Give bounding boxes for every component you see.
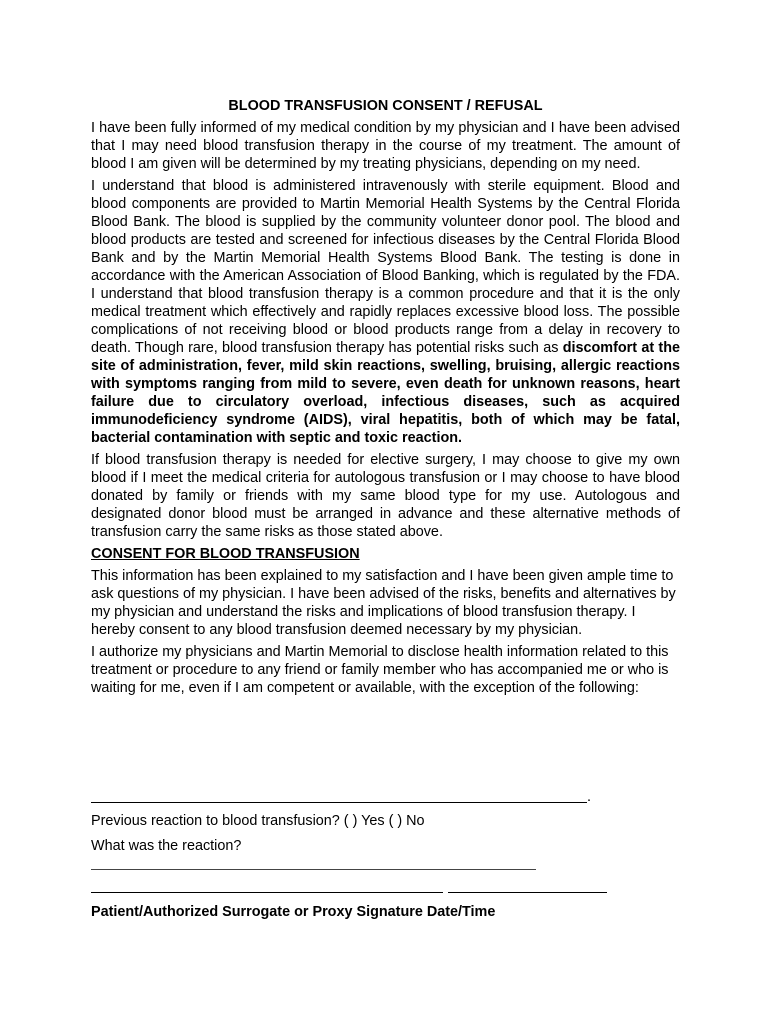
reaction-question: What was the reaction? bbox=[91, 838, 242, 854]
consent-paragraph-explained: This information has been explained to my satisfaction and I have been given ample time to ask questions of my physician. I have been advised of the risks, benefits and alternatives by my physician and understand the risks and implications of blood transfusion therapy. I hereby consent to any blood transfusion deemed necessary by my physician. bbox=[91, 568, 676, 638]
document-body bbox=[91, 97, 680, 701]
paragraph-risks-bold: discomfort at the site of administration, fever, mild skin reactions, swelling, bruising, allergic reactions with symptoms ranging from mild to severe, even death for unknown reasons, heart failure due to circulatory overload, infectious diseases, such as acquired immunodeficiency syndrome (AIDS), viral hepatitis, both of which may be fatal, bacterial contamination with septic and toxic reaction. bbox=[91, 340, 680, 446]
paragraph-elective-surgery: If blood transfusion therapy is needed for elective surgery, I may choose to give my own blood if I meet the medical criteria for autologous transfusion or I may choose to have blood donated by family or friends with my same blood type for my use. Autologous and designated donor blood must be arranged in advance and these alternative methods of transfusion carry the same risks as those stated above. bbox=[91, 452, 680, 540]
exception-line-period: . bbox=[587, 789, 591, 805]
exception-blank-line[interactable] bbox=[91, 802, 587, 803]
document-title: BLOOD TRANSFUSION CONSENT / REFUSAL bbox=[228, 98, 543, 114]
consent-heading: CONSENT FOR BLOOD TRANSFUSION bbox=[91, 546, 360, 562]
paragraph-administration bbox=[91, 177, 680, 447]
date-time-line[interactable] bbox=[448, 892, 607, 893]
paragraph-administration-text: I understand that blood is administered intravenously with sterile equipment. Blood and blood components are provided to Martin Memorial Health Systems by the Central Florida Blood Bank. The blood is supplied by the community volunteer donor pool. The blood and blood products are tested and screened for infectious diseases by the Central Florida Blood Bank and by the Martin Memorial Health Systems Blood Bank. The testing is done in accordance with the American Association of Blood Banking, which is regulated by the FDA. I understand that blood transfusion therapy is a common procedure and that it is the only medical treatment which effectively and rapidly replaces excessive blood loss. The possible complications of not receiving blood or blood products range from a delay in recovery to death. Though rare, blood transfusion therapy has potential risks such as bbox=[91, 178, 680, 356]
paragraph-informed: I have been fully informed of my medical condition by my physician and I have been advised that I may need blood transfusion therapy in the course of my treatment. The amount of blood I am given will be determined by my treating physicians, depending on my need. bbox=[91, 120, 680, 172]
signature-line[interactable] bbox=[91, 892, 443, 893]
previous-reaction-question: Previous reaction to blood transfusion? ( ) Yes ( ) No bbox=[91, 813, 425, 829]
consent-paragraph-authorize: I authorize my physicians and Martin Memorial to disclose health information related to this treatment or procedure to any friend or family member who has accompanied me or who is waiting for me, even if I am competent or available, with the exception of the following: bbox=[91, 644, 669, 696]
signature-label: Patient/Authorized Surrogate or Proxy Signature Date/Time bbox=[91, 904, 496, 920]
reaction-answer-line[interactable] bbox=[91, 869, 536, 870]
